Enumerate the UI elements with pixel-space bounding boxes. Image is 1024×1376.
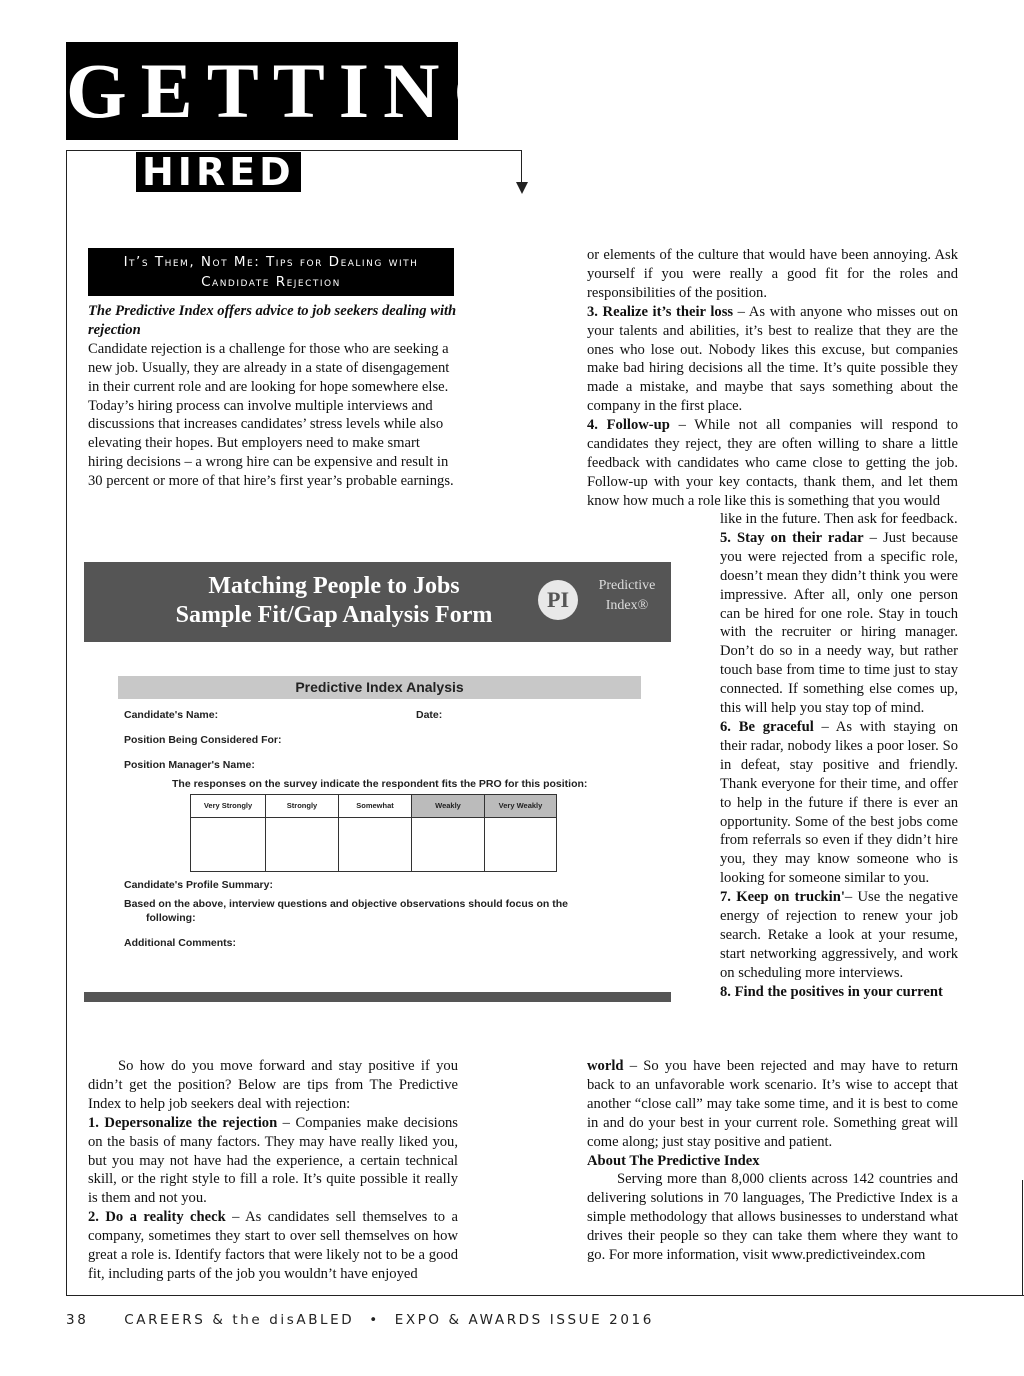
date-label: Date: [416,709,443,721]
fit-gap-form-figure [84,562,671,1002]
intro-block [88,302,458,491]
tip-7 [720,888,958,983]
tip-2 [88,1208,458,1284]
right-column-top [587,246,958,511]
intro-paragraph: Candidate rejection is a challenge for those who are seeking a new job. Usually, they are already in a state of disengagement in their current role and are looking for hope somewhere else. Today’s hiring process can involve multiple interviews and discussions that increases candidates’ stress levels while also elevating their hopes. But employers need to make smart hiring decisions – a wrong hire can be expensive and result in 30 percent or more of that hire’s first year’s probable earnings. [88,340,454,490]
tip-2-text: – As candidates sell themselves to a company, sometimes they start to over sell themselves on how great a role is. Identify factors that were likely not to be a good fit, including parts of the job you wouldn’t have enjoyed [88,1209,459,1282]
tip-1-title: 1. Depersonalize the rejection [88,1114,278,1131]
form-title-line2: Sample Fit/Gap Analysis Form [175,602,493,628]
article-headline: It’s Them, Not Me: Tips for Dealing with Candidate Rejection [88,248,454,296]
tip-2-title: 2. Do a reality check [88,1209,226,1226]
response-col-header: Very Weakly [485,795,556,818]
manager-label: Position Manager's Name: [124,759,255,771]
frame-rule-left [66,150,67,1296]
form-title-line1: Matching People to Jobs [208,573,460,599]
response-table [190,794,557,872]
tip-8 [587,1057,958,1152]
tip-3-title: 3. Realize it’s their loss [587,303,734,320]
form-title [134,572,534,630]
tip-7-text: – Use the negative energy of rejection to renew your job search. Retake a look at your resume, start networking aggressively, and work on scheduling more interviews. [720,889,959,981]
tip-4-title: 4. Follow-up [587,417,670,434]
section-title-hired [136,150,301,194]
about-title: About The Predictive Index [587,1152,760,1169]
tip-3-text: – As with anyone who misses out on your talents and abilities, it’s best to realize that they are the ones who lose out. Nobody likes this excuse, but companies make bad hiring decisions all the time. It’s quite possible they made a mistake, and maybe that says something about the company in the first place. [587,303,958,415]
form-footer-band [84,992,671,1002]
tip-5-text: – Just because you were rejected from a specific role, doesn’t mean they didn’t think you were impressive. After all, only one person can be hired for one role. Stay in touch with the recruiter or hiring manager. Don’t do so in a needy way, but rather touch base from time to time just to stay connected. If something else comes up, this will help you stay top of mind. [720,529,958,717]
response-col [191,795,266,871]
tip-6 [720,718,958,888]
tip-8-title: 8. Find the positives in your current [720,983,943,1000]
tip-6-title: 6. Be graceful [720,718,814,735]
hired-text: HIRED [136,152,301,192]
narrow-column [720,510,958,1002]
tip-4-text: – While not all companies will respond to candidates they reject, they are often willing to share a little feedback with candidates who came close to getting the job. Follow-up with your key contacts, thank them, and let them know how much a role like this is something that you would [587,417,959,509]
tip-1 [88,1114,458,1209]
response-col [339,795,412,871]
tip-8-text: – So you have been rejected and may have to return back to an unfavorable work scenario. It’s wise to accept that another “close call” may take some time, and it is best to come in and do your best in your current role. Something great will come along; just stay positive and patient. [587,1058,958,1150]
issue-name: EXPO & AWARDS ISSUE 2016 [394,1312,654,1328]
predictive-index-brand [582,576,672,616]
frame-rule-top [66,150,522,151]
lead-paragraph: So how do you move forward and stay positive if you didn’t get the position? Below are tips from The Predictive Index to help job seekers deal with rejection: [88,1058,458,1112]
page-number: 38 [66,1312,89,1328]
position-label: Position Being Considered For: [124,734,282,746]
tip-3 [587,303,958,416]
article-deck: The Predictive Index offers advice to job seekers dealing with rejection [88,303,457,338]
tip-5 [720,529,958,718]
left-column-bottom [88,1057,458,1284]
tip-6-text: – As with staying on their radar, nobody likes a poor loser. So in defeat, stay positive and friendly. Thank everyone for their time, and offer to help in the future if there is ever an opportunity. Some of the best jobs come from referrals so even if they didn’t hire you, they may know someone who is looking for someone similar to you. [720,718,958,887]
footer-separator: • [369,1312,380,1328]
arrow-down-icon [516,182,528,194]
response-col-header: Strongly [266,795,338,818]
form-section-title: Predictive Index Analysis [118,676,641,699]
section-title-getting: GETTING [66,47,529,134]
tip-7-title: 7. Keep on truckin' [720,889,845,906]
publication-name: CAREERS & the disABLED [124,1312,355,1328]
frame-rule-right [1022,1180,1023,1296]
right-column-bottom [587,1057,958,1265]
tip4-continued: like in the future. Then ask for feedback. [720,511,958,527]
tip-8-title-cont: world [587,1058,624,1074]
predictive-index-logo-icon: PI [538,580,578,620]
page-footer [66,1312,654,1328]
focus-note-line2: following: [146,912,196,924]
about-text: Serving more than 8,000 clients across 142 countries and delivering solutions in 70 languages, The Predictive Index is a simple methodology that allows businesses to understand what drives their people so they can take them where they want to go. For more information, visit www.predictiveindex.com [587,1171,958,1264]
profile-summary-label: Candidate's Profile Summary: [124,879,273,891]
tip-5-title: 5. Stay on their radar [720,529,864,546]
response-col-header: Somewhat [339,795,411,818]
comments-label: Additional Comments: [124,937,236,949]
tip-4 [587,416,958,511]
survey-note: The responses on the survey indicate the respondent fits the PRO for this position: [172,778,588,790]
focus-note-line1: Based on the above, interview questions and objective observations should focus on the [124,898,568,910]
response-col [485,795,556,871]
response-col-header: Very Strongly [191,795,265,818]
candidate-name-label: Candidate's Name: [124,709,219,721]
frame-rule-arrow-stem [521,150,522,186]
tip2-continued: or elements of the culture that would have been annoying. Ask yourself if you were really a good fit for the roles and responsibilities of the position. [587,247,958,301]
response-col-header: Weakly [412,795,484,818]
response-col [412,795,485,871]
brand-line2: Index® [605,598,649,613]
brand-line1: Predictive [598,578,656,593]
frame-rule-bottom [66,1295,1024,1296]
tip-1-text: – Companies make decisions on the basis of many factors. They may have really liked you, but you may not have had the experience, a certain technical skill, or the right style to fill a role. It’s quite possible it really is them and not you. [88,1114,458,1207]
response-col [266,795,339,871]
